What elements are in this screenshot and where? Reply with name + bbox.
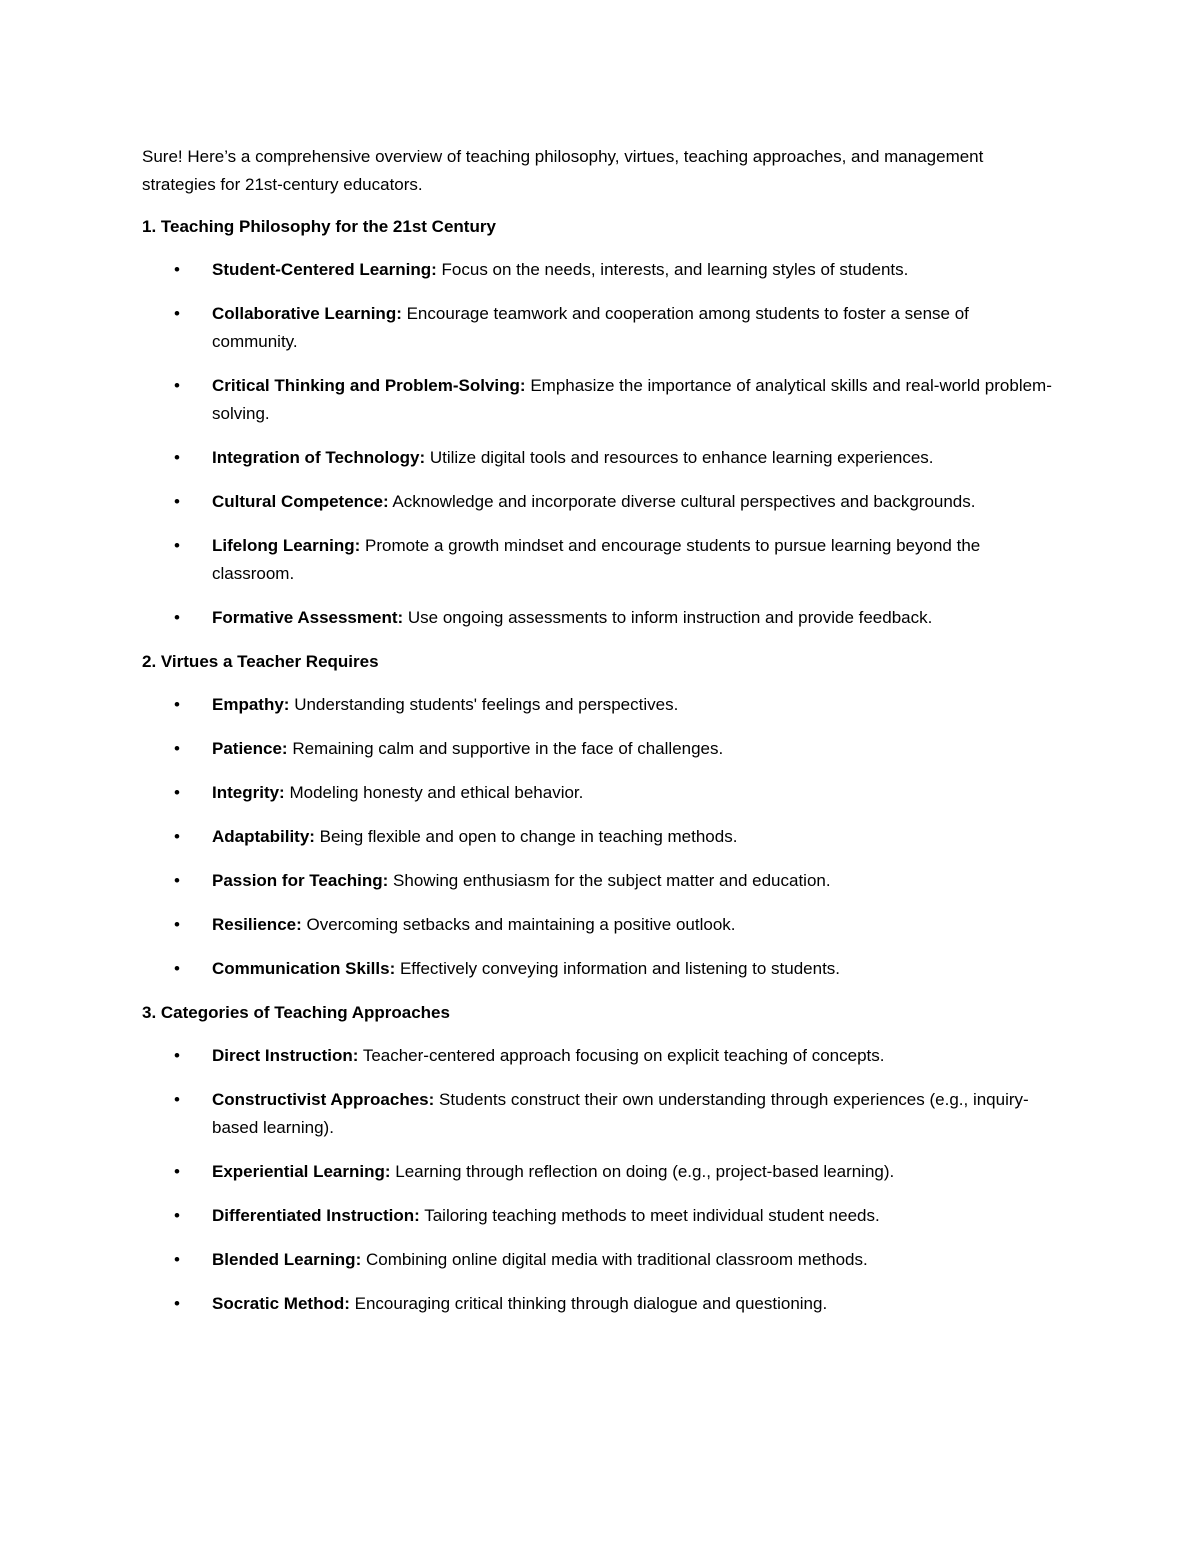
item-term: Patience: [212, 739, 288, 758]
item-text: Students construct their own understanding through experiences (e.g., inquiry-based learning). [212, 1090, 1029, 1137]
section-heading: 3. Categories of Teaching Approaches [142, 1003, 450, 1022]
list-item [142, 779, 1057, 807]
list-item [142, 604, 1057, 632]
item-text: Teacher-centered approach focusing on explicit teaching of concepts. [358, 1046, 885, 1065]
item-text: Utilize digital tools and resources to enhance learning experiences. [425, 448, 934, 467]
item-text: Learning through reflection on doing (e.g., project-based learning). [390, 1162, 895, 1181]
bullet-icon: • [174, 783, 180, 802]
list-item [142, 1086, 1057, 1142]
list-item [142, 911, 1057, 939]
list-item [142, 1246, 1057, 1274]
item-text: Overcoming setbacks and maintaining a positive outlook. [301, 915, 736, 934]
list-item [142, 1042, 1057, 1070]
list-item [142, 1202, 1057, 1230]
bullet-icon: • [174, 536, 180, 555]
section-teaching-philosophy [142, 213, 1057, 632]
bullet-icon: • [174, 492, 180, 511]
item-term: Resilience: [212, 915, 302, 934]
bullet-list [142, 1042, 1057, 1318]
item-term: Formative Assessment: [212, 608, 404, 627]
list-item [142, 867, 1057, 895]
bullet-icon: • [174, 827, 180, 846]
item-term: Integration of Technology: [212, 448, 426, 467]
item-text: Focus on the needs, interests, and learning styles of students. [436, 260, 909, 279]
item-term: Socratic Method: [212, 1294, 350, 1313]
list-item [142, 256, 1057, 284]
bullet-icon: • [174, 260, 180, 279]
document-body [142, 143, 1057, 1334]
item-text: Effectively conveying information and listening to students. [395, 959, 841, 978]
bullet-icon: • [174, 304, 180, 323]
item-text: Understanding students' feelings and perspectives. [289, 695, 679, 714]
item-term: Lifelong Learning: [212, 536, 361, 555]
item-text: Acknowledge and incorporate diverse cultural perspectives and backgrounds. [388, 492, 976, 511]
item-text: Encourage teamwork and cooperation among students to foster a sense of community. [212, 304, 969, 351]
intro-paragraph: Sure! Here’s a comprehensive overview of teaching philosophy, virtues, teaching approaches, and management strategies for 21st-century educators. [142, 147, 984, 194]
list-item [142, 735, 1057, 763]
item-text: Combining online digital media with traditional classroom methods. [361, 1250, 868, 1269]
item-term: Student-Centered Learning: [212, 260, 437, 279]
item-text: Promote a growth mindset and encourage students to pursue learning beyond the classroom. [212, 536, 981, 583]
list-item [142, 444, 1057, 472]
item-term: Passion for Teaching: [212, 871, 389, 890]
list-item [142, 823, 1057, 851]
bullet-icon: • [174, 1046, 180, 1065]
item-text: Use ongoing assessments to inform instruction and provide feedback. [403, 608, 933, 627]
item-text: Modeling honesty and ethical behavior. [284, 783, 584, 802]
item-text: Encouraging critical thinking through dialogue and questioning. [349, 1294, 828, 1313]
bullet-list [142, 691, 1057, 983]
item-term: Experiential Learning: [212, 1162, 391, 1181]
list-item [142, 955, 1057, 983]
list-item [142, 691, 1057, 719]
bullet-icon: • [174, 448, 180, 467]
bullet-icon: • [174, 1090, 180, 1109]
list-item [142, 300, 1057, 356]
item-text: Tailoring teaching methods to meet individual student needs. [419, 1206, 880, 1225]
item-term: Blended Learning: [212, 1250, 362, 1269]
bullet-icon: • [174, 1250, 180, 1269]
list-item [142, 1290, 1057, 1318]
list-item [142, 532, 1057, 588]
section-teacher-virtues [142, 648, 1057, 983]
item-term: Differentiated Instruction: [212, 1206, 420, 1225]
list-item [142, 488, 1057, 516]
item-term: Integrity: [212, 783, 285, 802]
item-term: Constructivist Approaches: [212, 1090, 435, 1109]
section-heading: 1. Teaching Philosophy for the 21st Century [142, 217, 496, 236]
item-term: Empathy: [212, 695, 290, 714]
bullet-icon: • [174, 1206, 180, 1225]
item-term: Collaborative Learning: [212, 304, 402, 323]
item-term: Adaptability: [212, 827, 315, 846]
bullet-icon: • [174, 959, 180, 978]
list-item [142, 1158, 1057, 1186]
bullet-list [142, 256, 1057, 632]
bullet-icon: • [174, 915, 180, 934]
section-teaching-approaches [142, 999, 1057, 1318]
item-term: Cultural Competence: [212, 492, 389, 511]
item-text: Remaining calm and supportive in the face of challenges. [287, 739, 724, 758]
item-term: Communication Skills: [212, 959, 396, 978]
item-term: Direct Instruction: [212, 1046, 359, 1065]
list-item [142, 372, 1057, 428]
item-text: Being flexible and open to change in teaching methods. [314, 827, 738, 846]
bullet-icon: • [174, 871, 180, 890]
bullet-icon: • [174, 1294, 180, 1313]
section-heading: 2. Virtues a Teacher Requires [142, 652, 379, 671]
bullet-icon: • [174, 695, 180, 714]
item-text: Emphasize the importance of analytical skills and real-world problem-solving. [212, 376, 1052, 423]
bullet-icon: • [174, 739, 180, 758]
item-term: Critical Thinking and Problem-Solving: [212, 376, 526, 395]
bullet-icon: • [174, 608, 180, 627]
bullet-icon: • [174, 1162, 180, 1181]
bullet-icon: • [174, 376, 180, 395]
item-text: Showing enthusiasm for the subject matter and education. [388, 871, 831, 890]
